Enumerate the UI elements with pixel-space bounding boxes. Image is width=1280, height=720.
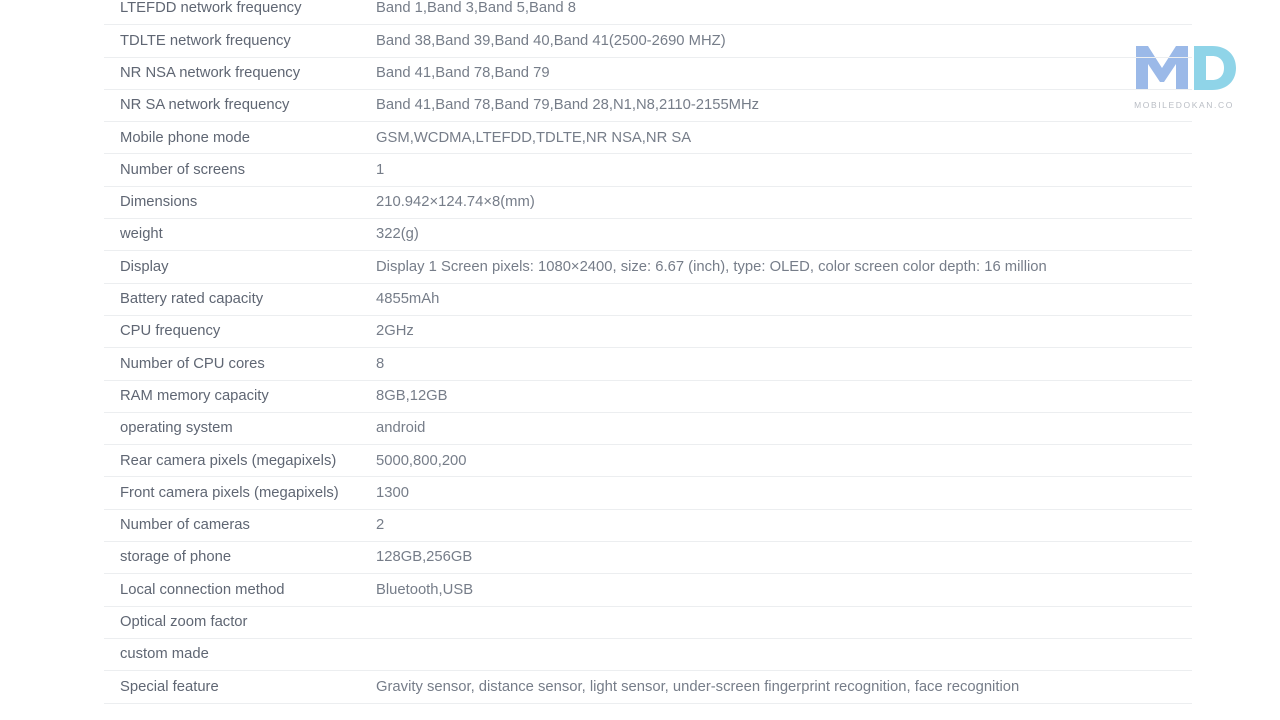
spec-value: 1 — [366, 154, 1192, 186]
spec-label: storage of phone — [104, 542, 366, 574]
spec-label: Rear camera pixels (megapixels) — [104, 445, 366, 477]
table-row — [104, 122, 1192, 154]
spec-label: operating system — [104, 412, 366, 444]
spec-label: weight — [104, 219, 366, 251]
table-row — [104, 606, 1192, 638]
spec-label: custom made — [104, 638, 366, 670]
spec-label: Local connection method — [104, 574, 366, 606]
spec-value: 322(g) — [366, 219, 1192, 251]
spec-label: LTEFDD network frequency — [104, 0, 366, 25]
spec-label: Dimensions — [104, 186, 366, 218]
table-row — [104, 477, 1192, 509]
table-row — [104, 380, 1192, 412]
spec-label: CPU frequency — [104, 315, 366, 347]
spec-label: Optical zoom factor — [104, 606, 366, 638]
spec-value: Band 41,Band 78,Band 79,Band 28,N1,N8,2110-2155MHz — [366, 89, 1192, 121]
watermark-caption: MOBILEDOKAN.CO — [1134, 100, 1234, 110]
table-row — [104, 25, 1192, 57]
spec-value: 8 — [366, 348, 1192, 380]
spec-label: Display — [104, 251, 366, 283]
table-row — [104, 445, 1192, 477]
spec-value — [366, 638, 1192, 670]
table-row — [104, 348, 1192, 380]
spec-value: android — [366, 412, 1192, 444]
spec-value: 210.942×124.74×8(mm) — [366, 186, 1192, 218]
spec-value: 5000,800,200 — [366, 445, 1192, 477]
table-row — [104, 412, 1192, 444]
table-row — [104, 186, 1192, 218]
spec-value: 1300 — [366, 477, 1192, 509]
spec-value: Band 1,Band 3,Band 5,Band 8 — [366, 0, 1192, 25]
spec-label: NR SA network frequency — [104, 89, 366, 121]
spec-value: Band 38,Band 39,Band 40,Band 41(2500-2690 MHZ) — [366, 25, 1192, 57]
table-row — [104, 89, 1192, 121]
spec-value: Display 1 Screen pixels: 1080×2400, size: 6.67 (inch), type: OLED, color screen color depth: 16 million — [366, 251, 1192, 283]
table-row — [104, 638, 1192, 670]
specs-table-body — [104, 0, 1192, 703]
table-row — [104, 0, 1192, 25]
spec-label: Battery rated capacity — [104, 283, 366, 315]
spec-label: NR NSA network frequency — [104, 57, 366, 89]
table-row — [104, 283, 1192, 315]
table-row — [104, 251, 1192, 283]
table-row — [104, 509, 1192, 541]
table-row — [104, 219, 1192, 251]
spec-value: 8GB,12GB — [366, 380, 1192, 412]
spec-value: 2GHz — [366, 315, 1192, 347]
table-row — [104, 542, 1192, 574]
spec-value — [366, 606, 1192, 638]
table-row — [104, 154, 1192, 186]
specs-table — [104, 0, 1192, 704]
spec-label: Special feature — [104, 671, 366, 703]
spec-label: Mobile phone mode — [104, 122, 366, 154]
spec-value: 128GB,256GB — [366, 542, 1192, 574]
spec-label: RAM memory capacity — [104, 380, 366, 412]
spec-label: Front camera pixels (megapixels) — [104, 477, 366, 509]
spec-value: Gravity sensor, distance sensor, light sensor, under-screen fingerprint recognition, face recognition — [366, 671, 1192, 703]
spec-value: 4855mAh — [366, 283, 1192, 315]
table-row — [104, 574, 1192, 606]
spec-value: Band 41,Band 78,Band 79 — [366, 57, 1192, 89]
table-row — [104, 671, 1192, 703]
spec-value: 2 — [366, 509, 1192, 541]
spec-value: GSM,WCDMA,LTEFDD,TDLTE,NR NSA,NR SA — [366, 122, 1192, 154]
spec-label: TDLTE network frequency — [104, 25, 366, 57]
spec-value: Bluetooth,USB — [366, 574, 1192, 606]
table-row — [104, 315, 1192, 347]
table-row — [104, 57, 1192, 89]
spec-label: Number of cameras — [104, 509, 366, 541]
spec-label: Number of screens — [104, 154, 366, 186]
spec-label: Number of CPU cores — [104, 348, 366, 380]
